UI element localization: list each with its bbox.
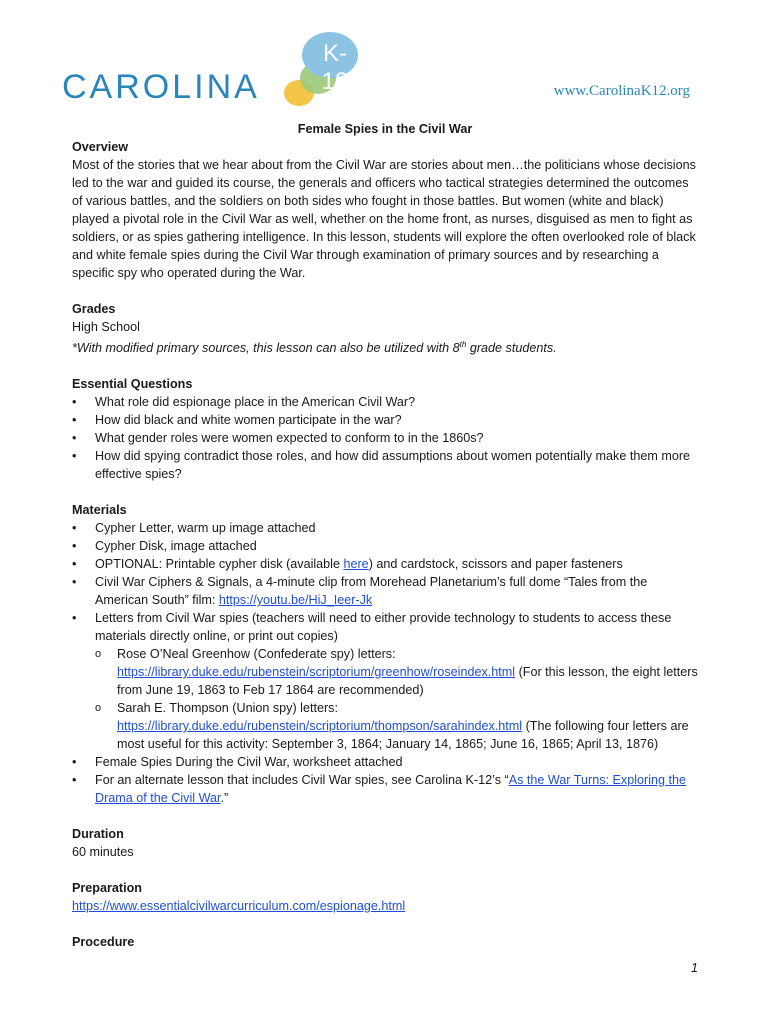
list-item: • How did spying contradict those roles, and how did assumptions about women potentially make them more effective spies? bbox=[72, 447, 698, 483]
material-text: Civil War Ciphers & Signals, a 4-minute clip from Morehead Planetarium’s full dome “Tales from the American South” film: bbox=[95, 575, 648, 608]
material-text: Letters from Civil War spies (teachers will need to either provide technology to students to access these materials directly online, or print out copies) bbox=[95, 611, 672, 644]
grades-section bbox=[72, 300, 698, 357]
procedure-section bbox=[72, 933, 698, 951]
material-text: Sarah E. Thompson (Union spy) letters: bbox=[117, 701, 338, 716]
grades-note-end: grade students. bbox=[466, 341, 557, 356]
youtube-clip-link[interactable]: https://youtu.be/HiJ_Ieer-Jk bbox=[218, 593, 373, 608]
list-item: • Cypher Disk, image attached bbox=[72, 537, 698, 555]
thompson-letters-link[interactable]: https://library.duke.edu/rubenstein/scriptorium/thompson/sarahindex.html bbox=[117, 719, 523, 734]
greenhow-letters-link[interactable]: https://library.duke.edu/rubenstein/scriptorium/greenhow/roseindex.html bbox=[117, 665, 516, 680]
spy-letters-list bbox=[95, 645, 698, 753]
duration-heading: Duration bbox=[72, 827, 124, 842]
materials-section bbox=[72, 501, 698, 807]
grade-level: High School bbox=[72, 320, 140, 334]
list-item: • Cypher Letter, warm up image attached bbox=[72, 519, 698, 537]
logo-word: CAROLINA bbox=[62, 68, 260, 106]
document-title: Female Spies in the Civil War bbox=[297, 122, 473, 136]
list-item bbox=[72, 609, 698, 753]
overview-heading: Overview bbox=[72, 140, 129, 154]
duration-section bbox=[72, 825, 698, 861]
list-item: • How did black and white women participate in the war? bbox=[72, 411, 698, 429]
logo-bubble-text: K-12 bbox=[321, 40, 349, 95]
list-item: • What role did espionage place in the American Civil War? bbox=[72, 393, 698, 411]
materials-heading: Materials bbox=[72, 503, 127, 518]
material-text: For an alternate lesson that includes Civil War spies, see Carolina K-12’s “ bbox=[95, 773, 509, 788]
list-item: • What gender roles were women expected to conform to in the 1860s? bbox=[72, 429, 698, 447]
essential-questions-list bbox=[72, 393, 698, 483]
cypher-disk-link[interactable]: here bbox=[343, 557, 369, 572]
espionage-curriculum-link[interactable]: https://www.essentialcivilwarcurriculum.com/espionage.html bbox=[72, 899, 406, 914]
essential-questions-heading: Essential Questions bbox=[72, 377, 193, 392]
list-item bbox=[72, 555, 698, 573]
material-text: ) and cardstock, scissors and paper fasteners bbox=[368, 557, 623, 572]
duration-value: 60 minutes bbox=[72, 845, 134, 860]
overview-text: Most of the stories that we hear about from the Civil War are stories about men…the politicians whose decisions led to the war and guided its course, the generals and officers who tactical strategies determined the outcomes of various battles, and the soldiers on both sides who fought in those battles. But women (white and black) played a pivotal role in the Civil War as well, whether on the home front, as nurses, disguised as men to fight as soldiers, or as spies gathering intelligence. In this lesson, students will explore the often overlooked role of black and white female spies during the Civil War through examination of primary sources and by researching a specific spy who operated during the War. bbox=[72, 158, 696, 280]
material-text: .” bbox=[220, 791, 229, 806]
grades-heading: Grades bbox=[72, 302, 116, 316]
material-text: (For this lesson, the eight letters from June 19, 1863 to Feb 17 1864 are recommended) bbox=[117, 665, 698, 698]
sub-list-item bbox=[95, 699, 698, 753]
page-number: 1 bbox=[690, 961, 698, 975]
grades-note-sup: th bbox=[459, 340, 467, 349]
preparation-section bbox=[72, 879, 698, 915]
procedure-heading: Procedure bbox=[72, 935, 135, 950]
grades-note bbox=[72, 336, 698, 357]
materials-list bbox=[72, 519, 698, 807]
carolina-k12-logo bbox=[62, 22, 362, 107]
document-body bbox=[72, 120, 698, 951]
list-item bbox=[72, 573, 698, 609]
site-url: www.CarolinaK12.org bbox=[553, 83, 690, 99]
grades-note-text: *With modified primary sources, this lesson can also be utilized with 8 bbox=[72, 341, 460, 356]
list-item bbox=[72, 771, 698, 807]
essential-questions-section bbox=[72, 375, 698, 483]
overview-section bbox=[72, 138, 698, 282]
preparation-heading: Preparation bbox=[72, 881, 142, 896]
alternate-lesson-link[interactable]: As the War Turns: Exploring the Drama of the Civil War bbox=[95, 773, 687, 806]
preparation-link-line bbox=[72, 897, 698, 915]
material-text: OPTIONAL: Printable cypher disk (available bbox=[95, 557, 344, 572]
sub-list-item bbox=[95, 645, 698, 699]
list-item: • Female Spies During the Civil War, worksheet attached bbox=[72, 753, 698, 771]
material-text: Rose O’Neal Greenhow (Confederate spy) letters: bbox=[117, 647, 396, 662]
material-text: (The following four letters are most useful for this activity: September 3, 1864; January 14, 1865; June 16, 1865; April 13, 1876) bbox=[117, 719, 689, 752]
